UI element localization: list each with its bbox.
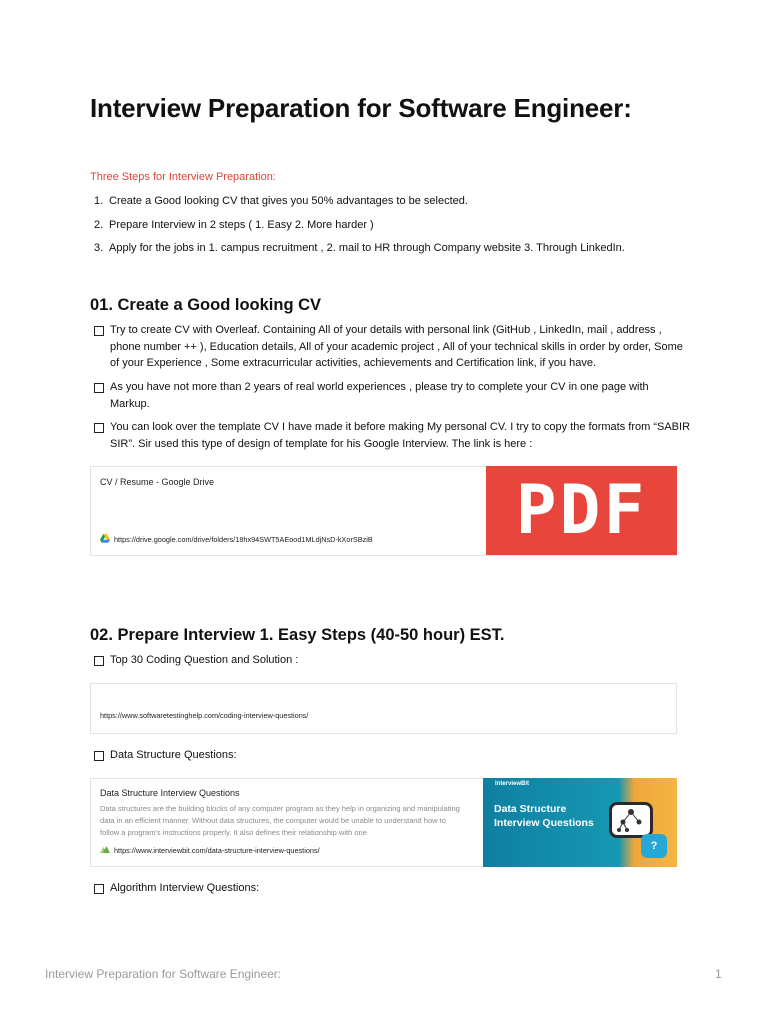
list-number: 2. <box>94 218 104 231</box>
checklist-item <box>94 880 690 897</box>
card-url: https://drive.google.com/drive/folders/18hx94SWT5AEood1MLdjNsD-kXorSBziB <box>114 535 373 544</box>
thumbnail-headline-line: Interview Questions <box>494 817 594 829</box>
checklist-text: Algorithm Interview Questions: <box>110 882 260 894</box>
list-number: 1. <box>94 195 104 207</box>
intro-label: Three Steps for Interview Preparation: <box>90 171 276 183</box>
section-heading-prepare: 02. Prepare Interview 1. Easy Steps (40-50 hour) EST. <box>90 626 505 644</box>
checkbox[interactable] <box>94 656 104 666</box>
checkbox[interactable] <box>94 383 104 393</box>
list-item-text: Apply for the jobs in 1. campus recruitment , 2. mail to HR through Company website 3. Through LinkedIn. <box>109 242 625 254</box>
page-title: Interview Preparation for Software Engineer: <box>90 93 632 123</box>
checklist-text: As you have not more than 2 years of real world experiences , please try to complete your CV in one page with Markup. <box>110 381 649 410</box>
checkbox[interactable] <box>94 751 104 761</box>
checkbox[interactable] <box>94 423 104 433</box>
checklist-item <box>94 652 690 669</box>
list-item <box>94 195 625 219</box>
steps-list <box>94 195 625 266</box>
card-url: https://www.softwaretestinghelp.com/coding-interview-questions/ <box>100 711 309 720</box>
card-link[interactable] <box>100 711 308 720</box>
card-title: CV / Resume - Google Drive <box>100 477 215 487</box>
data-structure-thumbnail <box>483 778 677 867</box>
card-title: Data Structure Interview Questions <box>100 788 240 798</box>
page-number: 1 <box>715 967 722 981</box>
section-heading-cv: 01. Create a Good looking CV <box>90 296 322 314</box>
pdf-thumbnail <box>486 466 677 555</box>
bookmark-card-coding[interactable] <box>90 683 677 734</box>
thumbnail-headline <box>494 802 594 830</box>
question-bubble-icon: ? <box>641 834 667 858</box>
thumbnail-headline-line: Data Structure <box>494 803 567 815</box>
checklist-text: You can look over the template CV I have made it before making My personal CV. I try to copy the formats from “SABIR SIR”. Sir used this type of design of template for his Google Interview. The link is here : <box>110 421 691 450</box>
checkbox[interactable] <box>94 884 104 894</box>
checklist-text: Data Structure Questions: <box>110 749 237 761</box>
checklist-text: Try to create CV with Overleaf. Containing All of your details with personal link (GitHub , LinkedIn, mail , address , phone number ++ ), Education details, All of your academic project , All of your technical skills in order by order, Some of your Experience , Some extracurricular activities, achievements and Certification link, if you have. <box>110 324 683 369</box>
pdf-thumbnail-text: PDF <box>515 470 648 550</box>
interviewbit-icon <box>100 846 110 855</box>
bookmark-card-data-structure[interactable] <box>90 778 677 867</box>
google-drive-icon <box>100 534 110 545</box>
thumbnail-brand: InterviewBit <box>495 781 530 787</box>
list-item <box>94 219 625 243</box>
checklist-item <box>94 747 690 764</box>
tree-diagram-icon <box>609 802 653 838</box>
list-item <box>94 242 625 266</box>
list-number: 3. <box>94 242 104 254</box>
bookmark-card-cv[interactable] <box>90 466 677 556</box>
checklist-text: Top 30 Coding Question and Solution : <box>110 654 299 666</box>
list-item-text: Prepare Interview in 2 steps ( 1. Easy 2. More harder ) <box>109 218 374 231</box>
list-item-text: Create a Good looking CV that gives you 50% advantages to be selected. <box>109 195 468 207</box>
card-description: Data structures are the building blocks of any computer program as they help in organizing and manipulating data in an efficient manner. Without data structures, the computer would be unable to understand how to follow a program's instructions properly. It also defines their relationship with one <box>100 804 460 837</box>
checklist-item <box>94 419 690 452</box>
card-link[interactable] <box>100 846 320 855</box>
checkbox[interactable] <box>94 326 104 336</box>
checklist-item <box>94 379 690 412</box>
footer-title: Interview Preparation for Software Engineer: <box>45 967 282 981</box>
checklist-item <box>94 322 690 372</box>
card-link[interactable] <box>100 534 373 545</box>
card-url: https://www.interviewbit.com/data-structure-interview-questions/ <box>114 846 320 855</box>
